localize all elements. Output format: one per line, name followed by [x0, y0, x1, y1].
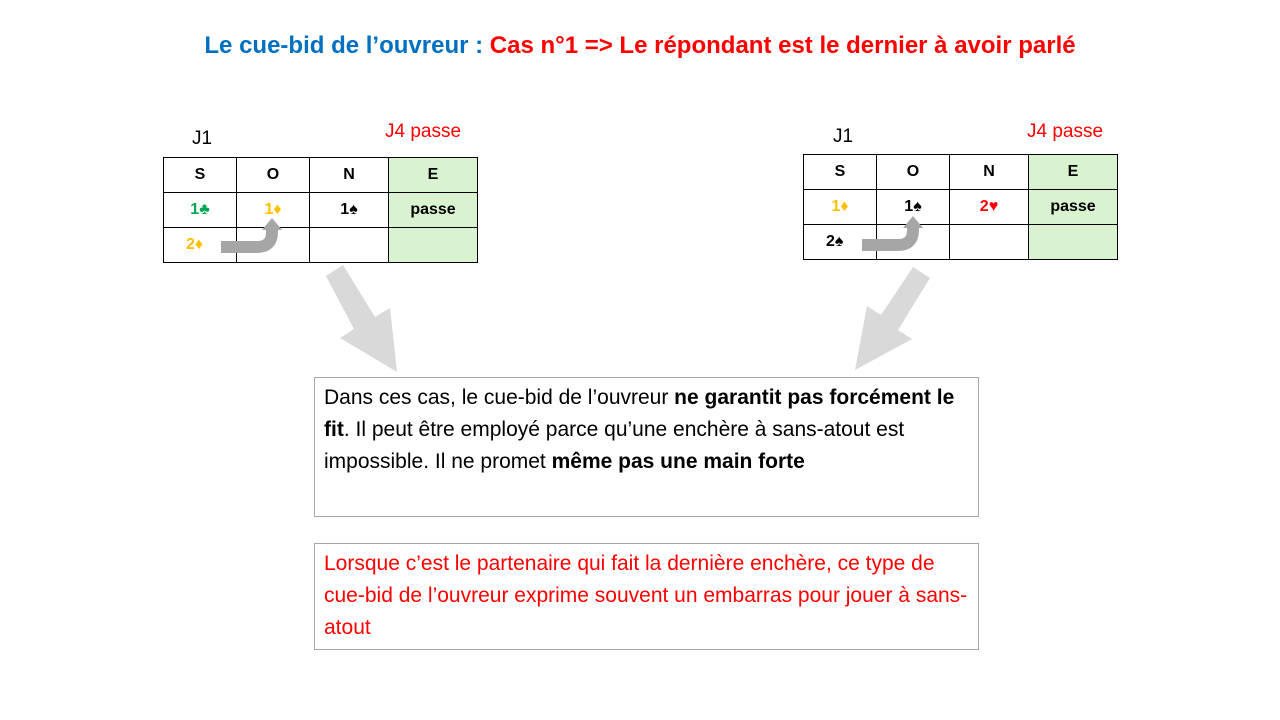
bid-cell — [804, 190, 877, 225]
left-j4-label: J4 passe — [385, 121, 462, 142]
box1-bold-1: ne garantit pas forcément le fit — [324, 386, 955, 441]
down-arrow-icon — [855, 267, 930, 370]
club-icon: ♣ — [199, 201, 210, 218]
bid-cell — [164, 228, 237, 263]
bid-2-diamond: 2♦ — [186, 236, 204, 253]
empty-cell — [950, 225, 1029, 260]
bid-1-diamond: 1♦ — [831, 198, 849, 215]
header-east: E — [1029, 155, 1118, 190]
spade-icon: ♠ — [834, 233, 844, 250]
spade-icon: ♠ — [913, 198, 922, 215]
bid-cell — [877, 190, 950, 225]
diamond-icon: ♦ — [840, 198, 849, 215]
bid-1-spade: 1♠ — [340, 201, 358, 218]
empty-cell — [237, 228, 310, 263]
partner-note-box — [314, 543, 979, 650]
header-west: O — [237, 158, 310, 193]
diamond-icon: ♦ — [194, 236, 204, 253]
empty-cell — [310, 228, 389, 263]
header-north: N — [310, 158, 389, 193]
bid-cell-passe: passe — [389, 193, 478, 228]
bid-1-diamond: 1♦ — [264, 201, 282, 218]
bid-1-club: 1♣ — [190, 201, 210, 218]
bid-row — [804, 190, 1118, 225]
bid-cell — [950, 190, 1029, 225]
box1-text-2: . Il peut être employé parce qu’une enchère à sans-atout est impossible. Il ne promet — [324, 418, 905, 473]
bid-cell — [164, 193, 237, 228]
title-blue-part: Le cue-bid de l’ouvreur : — [204, 32, 490, 59]
header-west: O — [877, 155, 950, 190]
bid-2-heart: 2♥ — [979, 198, 999, 215]
bid-row — [164, 228, 478, 263]
header-south: S — [804, 155, 877, 190]
bid-cell — [804, 225, 877, 260]
box1-bold-2: même pas une main forte — [551, 450, 805, 473]
box2-text: Lorsque c’est le partenaire qui fait la dernière enchère, ce type de cue-bid de l’ouvreur exprime souvent un embarras pour jouer à sans-atout — [324, 552, 968, 639]
bid-row — [804, 225, 1118, 260]
slide-title — [0, 32, 1280, 60]
header-north: N — [950, 155, 1029, 190]
diamond-icon: ♦ — [273, 201, 282, 218]
spade-icon: ♠ — [349, 201, 358, 218]
bid-row — [164, 193, 478, 228]
empty-cell — [877, 225, 950, 260]
bid-2-spade: 2♠ — [826, 233, 844, 250]
left-j1-label: J1 — [192, 128, 213, 149]
header-south: S — [164, 158, 237, 193]
explanation-box — [314, 377, 979, 517]
right-j1-label: J1 — [833, 126, 854, 147]
empty-cell — [1029, 225, 1118, 260]
right-bidding-table — [803, 154, 1118, 260]
header-row — [164, 158, 478, 193]
right-j4-label: J4 passe — [1027, 121, 1104, 142]
bid-cell — [310, 193, 389, 228]
empty-cell — [389, 228, 478, 263]
box1-text-1: Dans ces cas, le cue-bid de l’ouvreur — [324, 386, 675, 409]
header-east: E — [389, 158, 478, 193]
bid-cell — [237, 193, 310, 228]
header-row — [804, 155, 1118, 190]
left-bidding-table — [163, 157, 478, 263]
down-arrow-icon — [326, 265, 397, 372]
bid-cell-passe: passe — [1029, 190, 1118, 225]
bid-1-spade: 1♠ — [904, 198, 922, 215]
heart-icon: ♥ — [988, 198, 999, 215]
title-red-part: Cas n°1 => Le répondant est le dernier à avoir parlé — [489, 32, 1076, 59]
